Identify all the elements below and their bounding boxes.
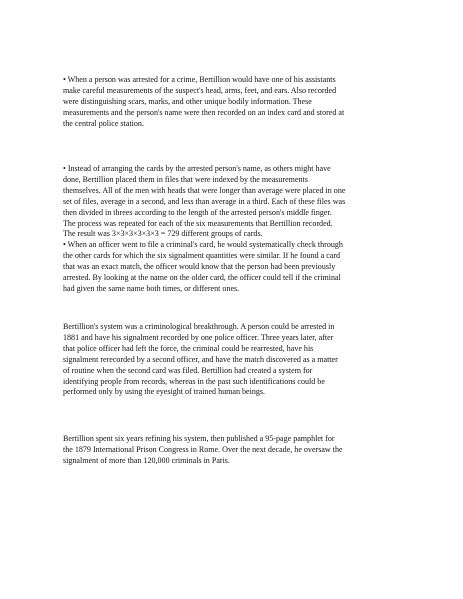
text-line: signalment of more than 120,000 criminals in Paris. xyxy=(63,455,230,465)
text-line: were distinguishing scars, marks, and other unique bodily information. These xyxy=(63,96,312,106)
text-line: Bertillion's system was a criminological breakthrough. A person could be arrested in xyxy=(63,322,335,331)
text-line: that police officer had left the force, the criminal could be rearrested, have his xyxy=(63,343,314,353)
text-line: done, Bertillion placed them in files that were indexed by the measurements xyxy=(63,174,308,184)
text-line: the 1879 International Prison Congress in Rome. Over the next decade, he oversaw the xyxy=(63,444,343,454)
text-line: measurements and the person's name were then recorded on an index card and stored at xyxy=(63,107,345,117)
text-line: that was an exact match, the officer would know that the person had been previously xyxy=(63,262,336,272)
text-line: the central police station. xyxy=(63,118,144,128)
text-line: had given the same name both times, or different ones. xyxy=(63,283,240,293)
text-line: The result was 3×3×3×3×3×3 = 729 different groups of cards. xyxy=(63,229,263,239)
text-line: then divided in threes according to the length of the arrested person's middle finger. xyxy=(63,207,332,217)
text-line: signalment rerecorded by a second officer, and have the match discovered as a matter xyxy=(63,354,338,364)
text-line: • When a person was arrested for a crime, Bertillion would have one of his assistants xyxy=(63,75,336,84)
text-line: performed only by using the eyesight of trained human beings. xyxy=(63,387,266,397)
paragraph-measurement-procedure xyxy=(63,75,423,130)
text-line: of routine when the second card was filed. Bertillion had created a system for xyxy=(63,365,313,375)
text-line: themselves. All of the men with heads that were longer than average were placed in one xyxy=(63,185,346,195)
text-line: identifying people from records, whereas in the past such identifications could be xyxy=(63,376,325,386)
paragraph-publication xyxy=(63,434,423,467)
text-line: 1881 and have his signalment recorded by one police officer. Three years later, after xyxy=(63,332,334,342)
text-line: arrested. By looking at the name on the older card, the officer could tell if the criminal xyxy=(63,273,341,283)
text-line: • Instead of arranging the cards by the arrested person's name, as others might have xyxy=(63,164,331,173)
text-line: the other cards for which the six signalment quantities were similar. If he found a card xyxy=(63,251,341,261)
paragraph-filing-system xyxy=(63,164,423,295)
text-line: • When an officer went to file a criminal's card, he would systematically check through xyxy=(63,240,343,250)
text-line: make careful measurements of the suspect's head, arms, feet, and ears. Also recorded xyxy=(63,85,337,95)
text-line: The process was repeated for each of the six measurements that Bertillion recorded. xyxy=(63,218,333,228)
paragraph-breakthrough xyxy=(63,322,423,398)
text-line: Bertillion spent six years refining his system, then published a 95-page pamphlet for xyxy=(63,434,335,443)
text-line: set of files, average in a second, and less than average in a third. Each of these files was xyxy=(63,196,346,206)
